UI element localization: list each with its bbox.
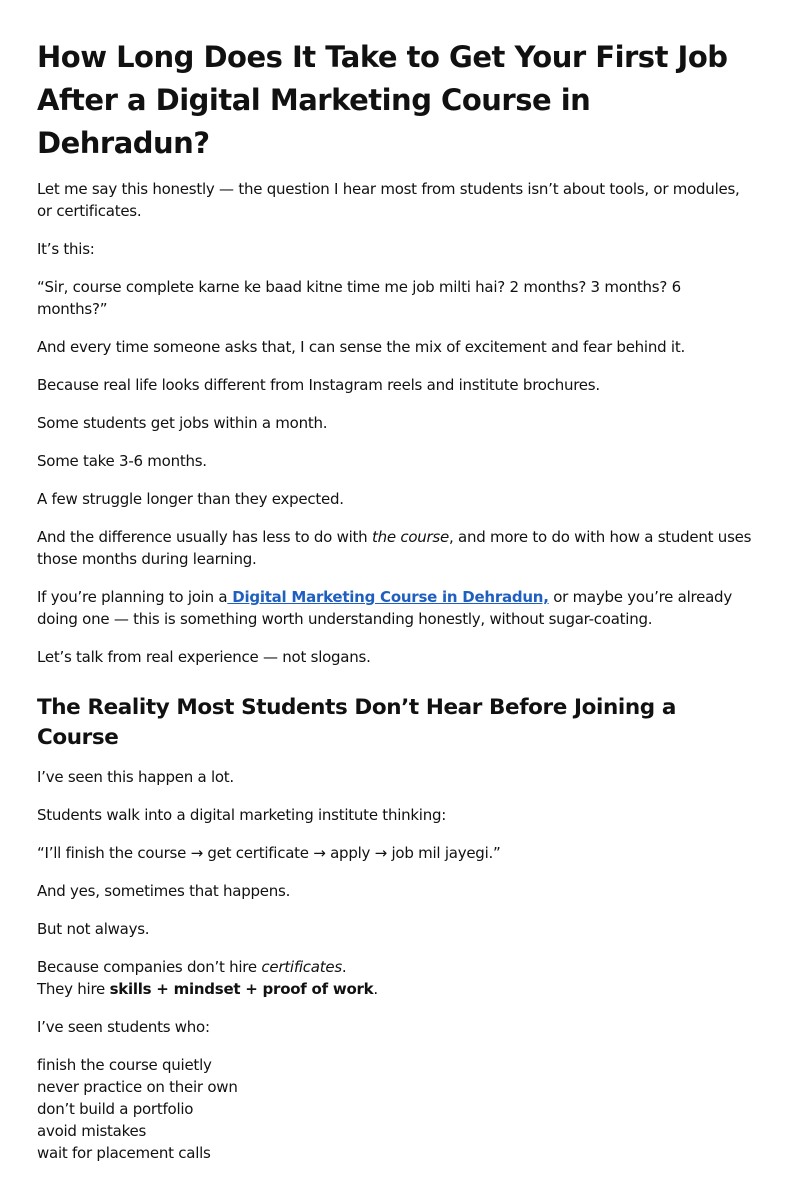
- intro-paragraph-7: Some take 3-6 months.: [37, 452, 207, 470]
- section-paragraph-4: And yes, sometimes that happens.: [37, 882, 291, 900]
- course-link[interactable]: Digital Marketing Course in Dehradun,: [227, 588, 549, 606]
- companies-paragraph: [37, 956, 753, 1000]
- list-item: never practice on their own: [37, 1078, 238, 1096]
- list-item: don’t build a portfolio: [37, 1100, 194, 1118]
- page-title: How Long Does It Take to Get Your First Job After a Digital Marketing Course in Dehradun?: [37, 40, 728, 160]
- intro-paragraph-1: Let me say this honestly — the question I hear most from students isn’t about tools, or modules, or certificates.: [37, 180, 740, 220]
- section-paragraph-5: But not always.: [37, 920, 150, 938]
- intro-paragraph-2: It’s this:: [37, 240, 95, 258]
- intro-paragraph-8: A few struggle longer than they expected.: [37, 490, 344, 508]
- companies-line-1-text: Because companies don’t hire: [37, 958, 262, 976]
- companies-line-2-end: .: [373, 980, 378, 998]
- seen-students-paragraph: I’ve seen students who:: [37, 1018, 210, 1036]
- section-heading: The Reality Most Students Don’t Hear Before Joining a Course: [37, 695, 676, 750]
- list-item: avoid mistakes: [37, 1122, 147, 1140]
- companies-line-2: [37, 978, 753, 1000]
- students-list: [37, 1054, 753, 1164]
- student-question-quote: “Sir, course complete karne ke baad kitne time me job milti hai? 2 months? 3 months? 6 months?”: [37, 278, 681, 318]
- closing-intro-paragraph: Let’s talk from real experience — not slogans.: [37, 648, 371, 666]
- list-item: finish the course quietly: [37, 1056, 212, 1074]
- planning-text-before: If you’re planning to join a: [37, 588, 228, 606]
- intro-paragraph-4: And every time someone asks that, I can sense the mix of excitement and fear behind it.: [37, 338, 685, 356]
- expectation-quote: “I’ll finish the course → get certificate → apply → job mil jayegi.”: [37, 844, 501, 862]
- difference-emphasis: the course: [371, 528, 449, 546]
- companies-line-1-end: .: [341, 958, 347, 976]
- planning-text-after: or maybe you’re already doing one — this is something worth understanding honestly, without sugar-coating.: [37, 588, 732, 628]
- article: [37, 36, 753, 1180]
- intro-paragraph-6: Some students get jobs within a month.: [37, 414, 328, 432]
- difference-paragraph: [37, 526, 753, 570]
- list-item: wait for placement calls: [37, 1144, 211, 1162]
- skills-strong: skills + mindset + proof of work: [109, 980, 374, 998]
- difference-text-after: , and more to do with how a student uses those months during learning.: [37, 528, 752, 568]
- difference-text-before: And the difference usually has less to do with: [37, 528, 372, 546]
- companies-line-2-text: They hire: [37, 980, 110, 998]
- intro-paragraph-5: Because real life looks different from Instagram reels and institute brochures.: [37, 376, 600, 394]
- certificates-emphasis: certificates: [261, 958, 342, 976]
- section-paragraph-2: Students walk into a digital marketing institute thinking:: [37, 806, 447, 824]
- planning-paragraph: [37, 586, 753, 630]
- section-paragraph-1: I’ve seen this happen a lot.: [37, 768, 234, 786]
- companies-line-1: [37, 956, 753, 978]
